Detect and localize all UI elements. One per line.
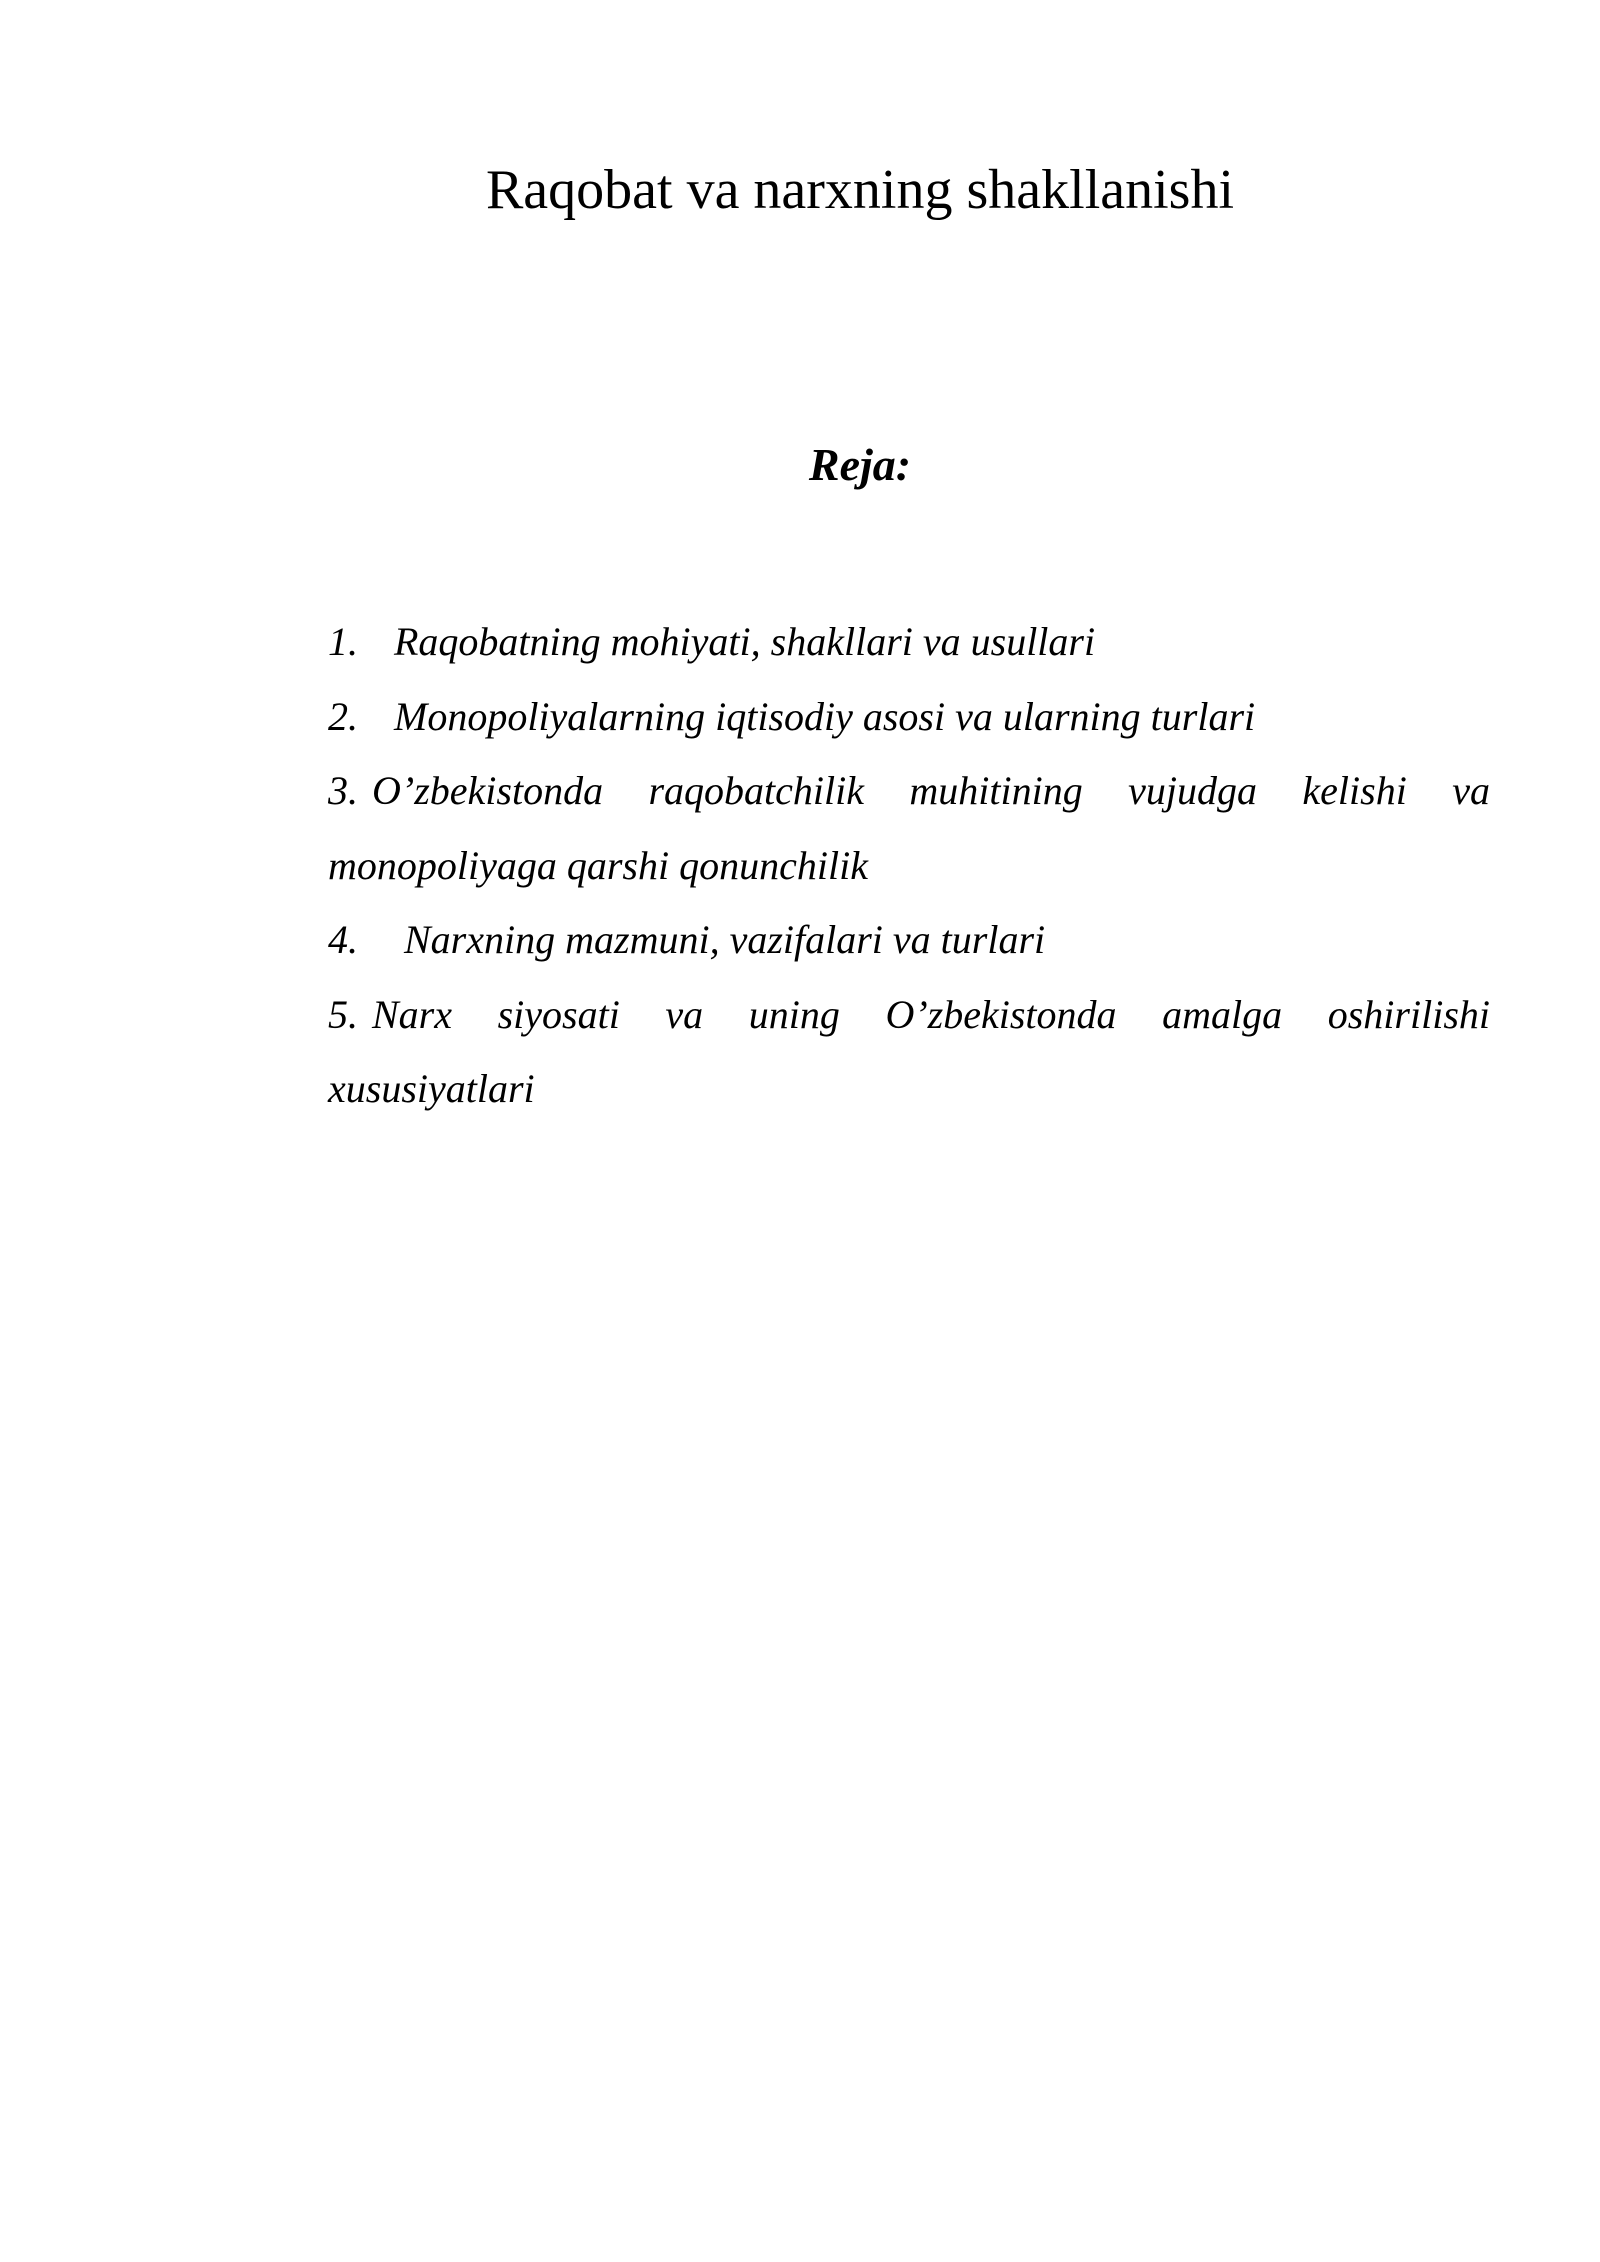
plan-item-number: 1. — [328, 619, 358, 664]
plan-item-5 — [328, 978, 1490, 1127]
plan-item-number: 5. — [328, 991, 358, 1037]
plan-item-3 — [328, 754, 1490, 903]
plan-item-number: 2. — [328, 693, 358, 739]
plan-item-text: Raqobatning mohiyati, shakllari va usullari — [394, 619, 1096, 664]
plan-item-2 — [328, 680, 1490, 755]
plan-item-text: Monopoliyalarning iqtisodiy asosi va ularning turlari — [394, 693, 1256, 739]
plan-item-number: 4. — [328, 917, 358, 962]
plan-item-text: Narxning mazmuni, vazifalari va turlari — [404, 917, 1046, 962]
plan-item-number: 3. — [328, 768, 358, 813]
plan-heading: Reja: — [808, 439, 912, 490]
plan-item-1 — [328, 605, 1490, 680]
plan-item-text: Narx siyosati va uning O’zbekistonda amalga oshirilishi xususiyatlari — [328, 991, 1490, 1111]
plan-item-text: O’zbekistonda raqobatchilik muhitining vujudga kelishi va monopoliyaga qarshi qonunchilik — [328, 768, 1490, 888]
document-title: Raqobat va narxning shakllanishi — [485, 159, 1235, 221]
plan-item-4 — [328, 903, 1490, 978]
plan-list — [328, 605, 1490, 1127]
